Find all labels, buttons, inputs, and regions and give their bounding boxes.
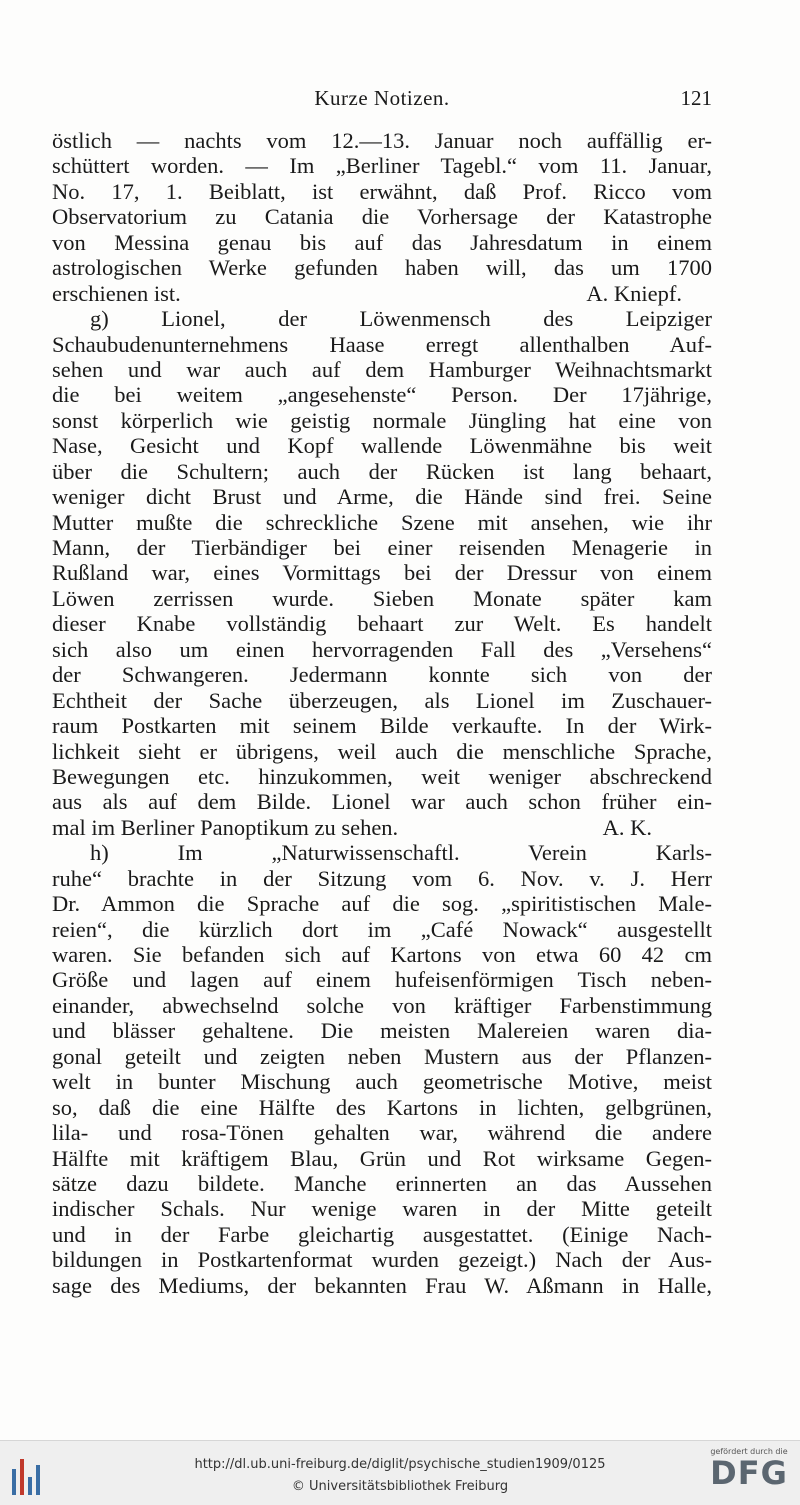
text-line: sätze dazu bildete. Manche erinnerten an das Aussehen <box>52 1170 712 1196</box>
text-line: und blässer gehaltene. Die meisten Malereien waren dia- <box>52 1018 712 1044</box>
text-line: astrologischen Werke gefunden haben will, das um 1700 <box>52 255 712 281</box>
text-line: bildungen in Postkartenformat wurden gezeigt.) Nach der Aus- <box>52 1247 712 1273</box>
text-line: über die Schultern; auch der Rücken ist lang behaart, <box>52 458 712 484</box>
text-line: Bewegungen etc. hinzukommen, weit weniger abschreckend <box>52 763 712 789</box>
text-line: weniger dicht Brust und Arme, die Hände sind frei. Seine <box>52 484 712 510</box>
text-line: dieser Knabe vollständig behaart zur Welt. Es handelt <box>52 611 712 637</box>
text-line: Größe und lagen auf einem hufeisenförmigen Tisch neben- <box>52 967 712 993</box>
text-line: Dr. Ammon die Sprache auf die sog. „spiritistischen Male- <box>52 891 712 917</box>
text-line: östlich — nachts vom 12.—13. Januar noch auffällig er- <box>52 128 712 153</box>
text-line: Echtheit der Sache überzeugen, als Lionel im Zuschauer- <box>52 687 712 713</box>
text-line: schüttert worden. — Im „Berliner Tagebl.“ vom 11. Januar, <box>52 153 712 179</box>
text-line: waren. Sie befanden sich auf Kartons von etwa 60 42 cm <box>52 942 712 967</box>
running-head: Kurze Notizen. <box>314 86 450 110</box>
text-line-end: erschienen ist. <box>52 280 181 306</box>
text-line: die bei weitem „angesehenste“ Person. Der 17jährige, <box>52 382 712 408</box>
text-line: Observatorium zu Catania die Vorhersage der Katastrophe <box>52 204 712 230</box>
text-line: Mutter mußte die schreckliche Szene mit ansehen, wie ihr <box>52 509 712 535</box>
text-line: so, daß die eine Hälfte des Kartons in lichten, gelbgrünen, <box>52 1094 712 1120</box>
text-line: Schaubudenunternehmens Haase erregt allenthalben Auf- <box>52 331 712 357</box>
text-line: einander, abwechselnd solche von kräftiger Farbenstimmung <box>52 992 712 1018</box>
dfg-tagline: gefördert durch die <box>710 1447 788 1456</box>
text-line: g) Lionel, der Löwenmensch des Leipziger <box>90 306 712 332</box>
text-line: sich also um einen hervorragenden Fall des „Versehens“ <box>52 636 712 662</box>
dfg-logo <box>706 1447 792 1490</box>
signature: A. Kniepf. <box>586 280 682 306</box>
text-line: aus als auf dem Bilde. Lionel war auch schon früher ein- <box>52 789 712 815</box>
text-line: sonst körperlich wie geistig normale Jüngling hat eine von <box>52 407 712 433</box>
viewer-footer <box>0 1440 800 1505</box>
page-url-link[interactable]: http://dl.ub.uni-freiburg.de/diglit/psychische_studien1909/0125 <box>194 1457 606 1472</box>
text-line: sage des Mediums, der bekannten Frau W. Aßmann in Halle, <box>52 1272 712 1298</box>
signature: A. K. <box>602 814 652 840</box>
page-number: 121 <box>680 86 712 110</box>
text-line: gonal geteilt und zeigten neben Mustern aus der Pflanzen- <box>52 1043 712 1069</box>
text-line: welt in bunter Mischung auch geometrische Motive, meist <box>52 1069 712 1095</box>
page-header <box>52 86 712 116</box>
text-line: h) Im „Naturwissenschaftl. Verein Karls- <box>90 840 712 866</box>
text-line: Rußland war, eines Vormittags bei der Dressur von einem <box>52 560 712 586</box>
text-line: raum Postkarten mit seinem Bilde verkaufte. In der Wirk- <box>52 713 712 739</box>
text-line: ruhe“ brachte in der Sitzung vom 6. Nov. v. J. Herr <box>52 865 712 891</box>
text-line: No. 17, 1. Beiblatt, ist erwähnt, daß Prof. Ricco vom <box>52 178 712 204</box>
text-line: Mann, der Tierbändiger bei einer reisenden Menagerie in <box>52 535 712 560</box>
text-line: Löwen zerrissen wurde. Sieben Monate später kam <box>52 585 712 611</box>
text-line: indischer Schals. Nur wenige waren in der Mitte geteilt <box>52 1196 712 1222</box>
text-line-with-signature <box>52 815 712 840</box>
text-line: lila- und rosa-Tönen gehalten war, während die andere <box>52 1120 712 1146</box>
text-line: und in der Farbe gleichartig ausgestattet. (Einige Nach- <box>52 1221 712 1247</box>
text-line: sehen und war auch auf dem Hamburger Weihnachtsmarkt <box>52 356 712 382</box>
text-line-end: mal im Berliner Panoptikum zu sehen. <box>52 814 399 840</box>
dfg-logo-text: DFG <box>710 1454 788 1492</box>
text-line: von Messina genau bis auf das Jahresdatum in einem <box>52 229 712 255</box>
text-line-with-signature <box>52 281 712 306</box>
text-line: Hälfte mit kräftigem Blau, Grün und Rot wirksame Gegen- <box>52 1145 712 1171</box>
body-text <box>52 128 712 1298</box>
copyright-notice: © Universitätsbibliothek Freiburg <box>291 1479 509 1494</box>
text-line: Nase, Gesicht und Kopf wallende Löwenmähne bis weit <box>52 433 712 459</box>
text-line: lichkeit sieht er übrigens, weil auch die menschliche Sprache, <box>52 738 712 764</box>
text-line: der Schwangeren. Jedermann konnte sich von der <box>52 662 712 688</box>
text-line: reien“, die kürzlich dort im „Café Nowack“ ausgestellt <box>52 916 712 942</box>
